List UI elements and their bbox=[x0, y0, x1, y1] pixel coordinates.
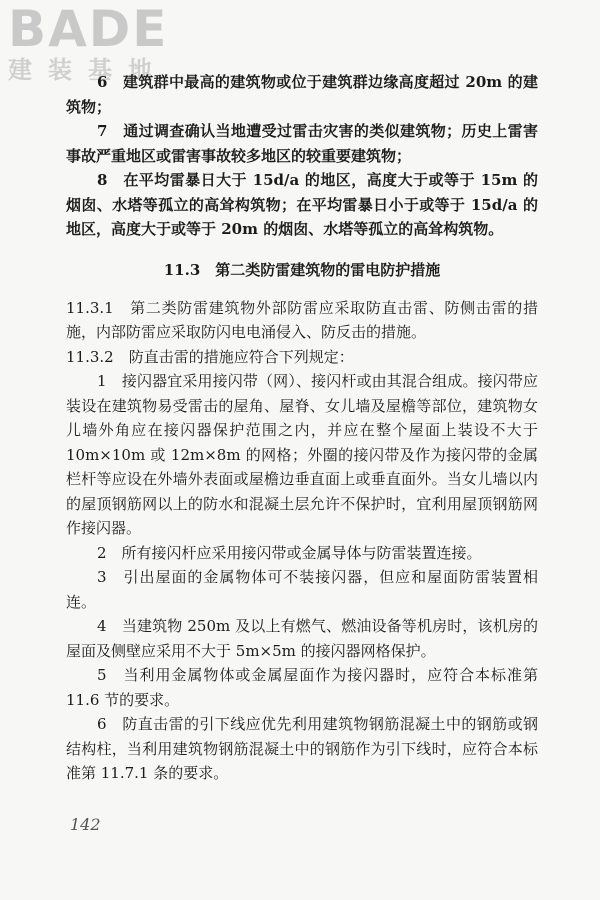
clause-11-3-1: 11.3.1 第二类防雷建筑物外部防雷应采取防直击雷、防侧击雷的措施，内部防雷应采取防闪电电涌侵入、防反击的措施。 bbox=[66, 298, 538, 341]
watermark-brand: BADE bbox=[8, 0, 169, 58]
watermark-subtitle: 建装基地 bbox=[8, 56, 168, 84]
clause-item-6: 6 防直击雷的引下线应优先利用建筑物钢筋混凝土中的钢筋或钢结构柱，当利用建筑物钢筋混凝土中的钢筋作为引下线时，应符合本标准第 11.7.1 条的要求。 bbox=[66, 715, 538, 782]
page-number: 142 bbox=[70, 815, 101, 834]
clause-item-2: 2 所有接闪杆应采用接闪带或金属导体与防雷装置连接。 bbox=[97, 543, 482, 562]
section-heading: 11.3 第二类防雷建筑物的雷电防护措施 bbox=[163, 260, 441, 279]
list-item-8: 8 在平均雷暴日大于 15d/a 的地区，高度大于或等于 15m 的烟囱、水塔等孤立的高耸构筑物；在平均雷暴日小于或等于 15d/a 的地区，高度大于或等于 20m 的烟囱、水塔等孤立的高耸构筑物。 bbox=[66, 171, 538, 238]
list-item-7: 7 通过调查确认当地遭受过雷击灾害的类似建筑物；历史上雷害事故严重地区或雷害事故较多地区的较重要建筑物； bbox=[66, 122, 538, 165]
clause-item-3: 3 引出屋面的金属物体可不装接闪器，但应和屋面防雷装置相连。 bbox=[66, 568, 538, 611]
list-item-6: 6 建筑群中最高的建筑物或位于建筑群边缘高度超过 20m 的建筑物； bbox=[66, 73, 538, 116]
clause-item-1: 1 接闪器宜采用接闪带（网）、接闪杆或由其混合组成。接闪带应装设在建筑物易受雷击的屋角、屋脊、女儿墙及屋檐等部位，建筑物女儿墙外角应在接闪器保护范围之内，并应在整个屋面上装设不大于 10m×10m 或 12m×8m 的网格；外圈的接闪带及作为接闪带的金属栏杆等应设在外墙外表面或屋檐边垂直面上或垂直面外。当女儿墙以内的屋顶钢筋网以上的防水和混凝土层允许不保护时，宜利用屋顶钢筋网作接闪器。 bbox=[66, 372, 538, 537]
clause-11-3-2: 11.3.2 防直击雷的措施应符合下列规定： bbox=[66, 347, 354, 366]
clause-item-4: 4 当建筑物 250m 及以上有燃气、燃油设备等机房时，该机房的屋面及侧壁应采用不大于 5m×5m 的接闪器网格保护。 bbox=[66, 617, 538, 660]
clause-item-5: 5 当利用金属物体或金属屋面作为接闪器时，应符合本标准第 11.6 节的要求。 bbox=[66, 666, 538, 709]
body-text bbox=[66, 70, 538, 786]
